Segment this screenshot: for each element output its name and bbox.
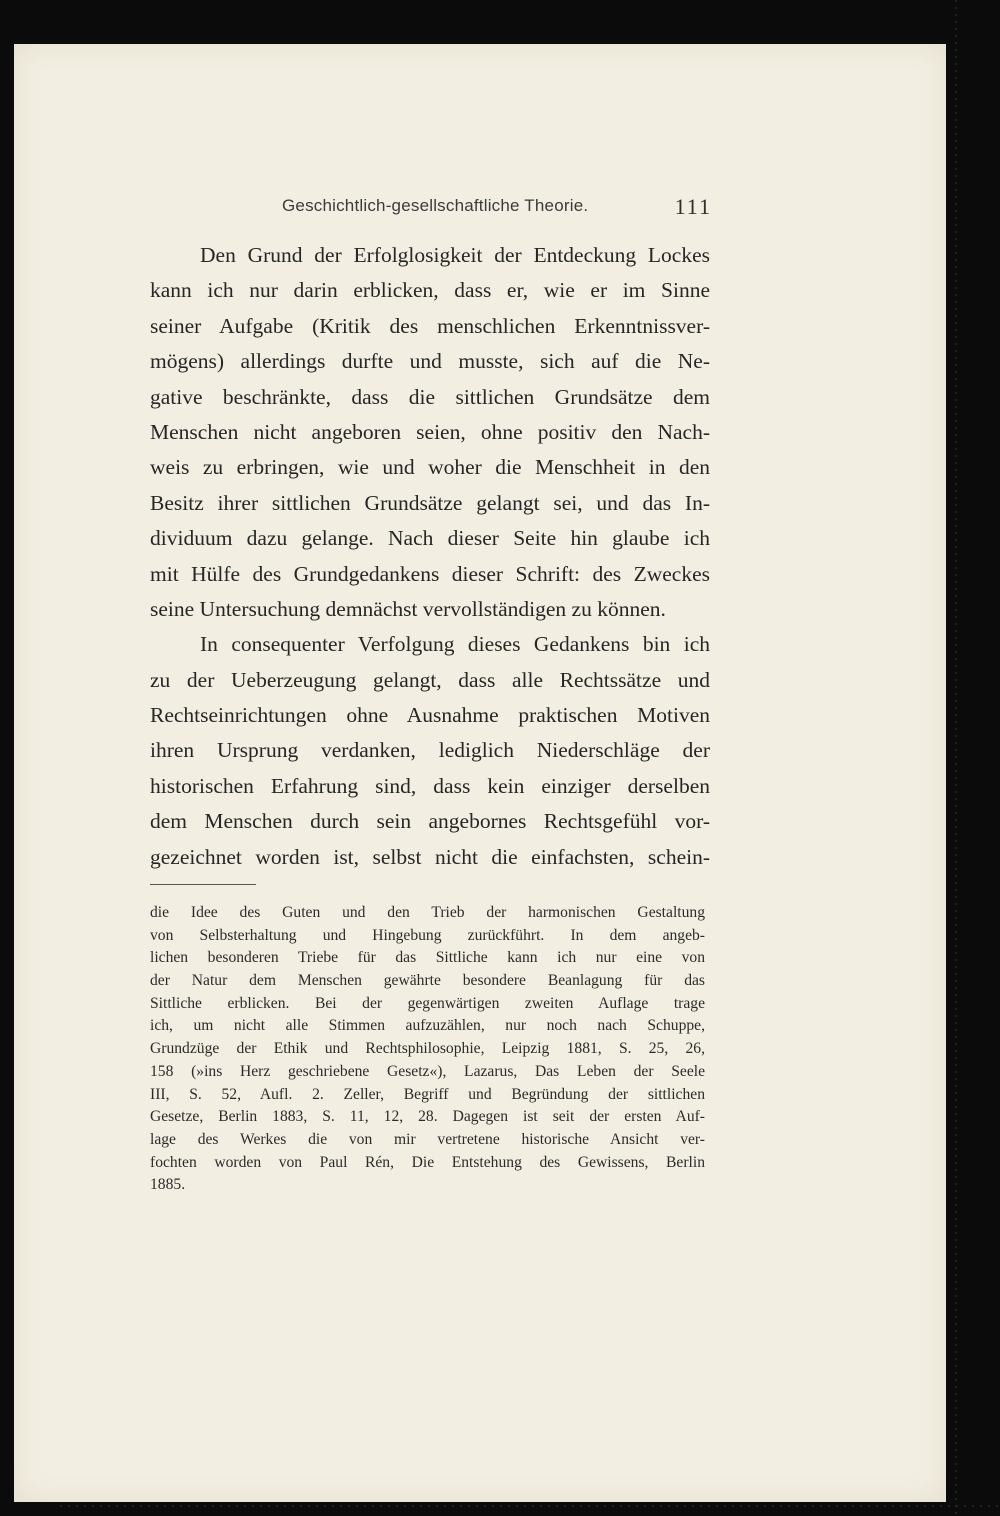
body-line: dividuum dazu gelange. Nach dieser Seite hin glaube ich <box>150 526 710 551</box>
page-number: 111 <box>674 194 712 219</box>
footnote-line: Grundzüge der Ethik und Rechtsphilosophie, Leipzig 1881, S. 25, 26, <box>150 1040 705 1058</box>
footnote-line: 158 (»ins Herz geschriebene Gesetz«), Lazarus, Das Leben der Seele <box>150 1062 705 1080</box>
footnote <box>150 902 705 1197</box>
footnote-line: lichen besonderen Triebe für das Sittliche kann ich nur eine von <box>150 949 705 967</box>
footnote-line: III, S. 52, Aufl. 2. Zeller, Begriff und Begründung der sittlichen <box>150 1085 705 1103</box>
footnote-line: lage des Werkes die von mir vertretene historische Ansicht ver- <box>150 1130 705 1148</box>
main-text <box>150 238 710 875</box>
body-line: Den Grund der Erfolglosigkeit der Entdeckung Lockes <box>200 243 710 267</box>
body-line: seiner Aufgabe (Kritik des menschlichen Erkenntnissver- <box>150 313 710 338</box>
body-line: zu der Ueberzeugung gelangt, dass alle Rechtssätze und <box>150 667 710 692</box>
scan-edge-dots-right <box>955 0 957 1516</box>
body-line: gative beschränkte, dass die sittlichen Grundsätze dem <box>150 384 710 409</box>
body-line: kann ich nur darin erblicken, dass er, wie er im Sinne <box>150 278 710 303</box>
body-line: ihren Ursprung verdanken, lediglich Niederschläge der <box>150 738 710 763</box>
body-line: Menschen nicht angeboren seien, ohne positiv den Nach- <box>150 419 710 444</box>
footnote-line: die Idee des Guten und den Trieb der harmonischen Gestaltung <box>150 904 705 921</box>
footnote-rule <box>150 884 256 885</box>
body-line: mögens) allerdings durfte und musste, sich auf die Ne- <box>150 349 710 374</box>
running-title: Geschichtlich-gesellschaftliche Theorie. <box>282 196 589 215</box>
body-line: weis zu erbringen, wie und woher die Menschheit in den <box>150 455 710 480</box>
footnote-line: 1885. <box>150 1176 186 1194</box>
body-line: dem Menschen durch sein angebornes Rechtsgefühl vor- <box>150 809 710 834</box>
footnote-line: ich, um nicht alle Stimmen aufzuzählen, nur noch nach Schuppe, <box>150 1017 705 1035</box>
body-line: Rechtseinrichtungen ohne Ausnahme praktischen Motiven <box>150 703 710 728</box>
body-line: Besitz ihrer sittlichen Grundsätze gelangt sei, und das In- <box>150 490 710 515</box>
body-line: mit Hülfe des Grundgedankens dieser Schrift: des Zweckes <box>150 561 710 586</box>
scan-edge-dots-bottom <box>60 1505 1000 1507</box>
body-line: In consequenter Verfolgung dieses Gedankens bin ich <box>200 632 710 657</box>
footnote-line: Gesetze, Berlin 1883, S. 11, 12, 28. Dagegen ist seit der ersten Auf- <box>150 1108 705 1126</box>
running-head <box>282 196 712 226</box>
body-line: historischen Erfahrung sind, dass kein einziger derselben <box>150 773 710 798</box>
body-line: seine Untersuchung demnächst vervollständigen zu können. <box>150 596 666 621</box>
footnote-line: Sittliche erblicken. Bei der gegenwärtigen zweiten Auflage trage <box>150 994 705 1012</box>
body-line: gezeichnet worden ist, selbst nicht die einfachsten, schein- <box>150 844 710 869</box>
footnote-line: der Natur dem Menschen gewährte besondere Beanlagung für das <box>150 972 705 990</box>
footnote-line: von Selbsterhaltung und Hingebung zurückführt. In dem angeb- <box>150 926 705 944</box>
footnote-line: fochten worden von Paul Rén, Die Entstehung des Gewissens, Berlin <box>150 1153 705 1171</box>
